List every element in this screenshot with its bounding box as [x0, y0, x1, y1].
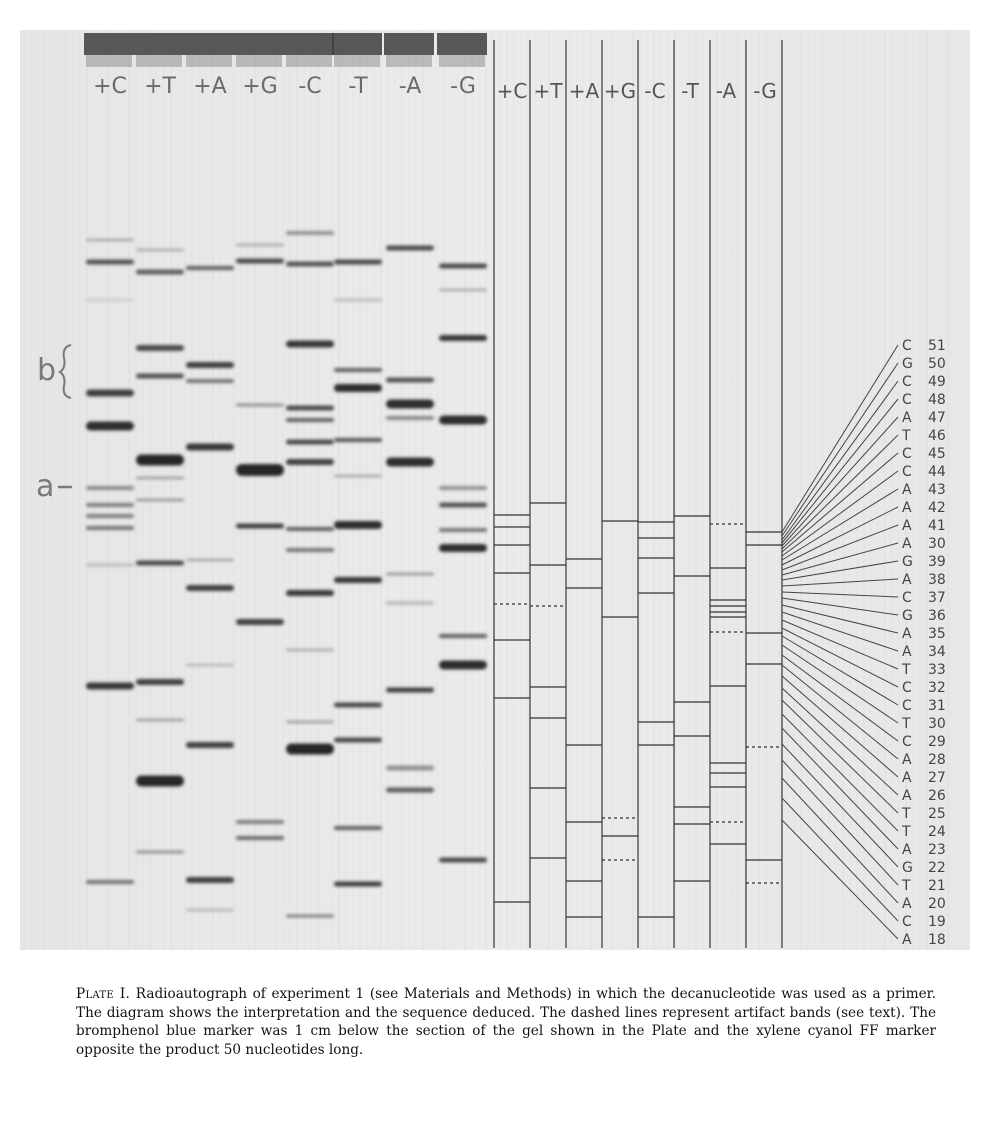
- gel-band: [286, 459, 334, 465]
- gel-band: [136, 679, 184, 685]
- gel-band: [439, 289, 487, 292]
- gel-band: [334, 577, 382, 583]
- sequence-position: 24: [928, 824, 946, 840]
- gel-band: [136, 249, 184, 252]
- gel-band: [136, 345, 184, 351]
- sequence-base: A: [902, 842, 912, 858]
- gel-band: [86, 390, 134, 397]
- gel-lane-label: -A: [398, 74, 422, 99]
- gel-well: [134, 33, 184, 55]
- gel-band: [186, 585, 234, 591]
- gel-lane-label: -G: [450, 74, 476, 99]
- sequence-base: C: [902, 392, 912, 408]
- sequence-position: 22: [928, 860, 946, 876]
- figure-caption: [76, 985, 936, 1059]
- gel-band: [186, 379, 234, 383]
- sequence-position: 36: [928, 608, 946, 624]
- gel-well: [184, 33, 234, 55]
- sequence-position: 47: [928, 410, 946, 426]
- gel-lane-label: +G: [242, 74, 278, 99]
- sequence-base: A: [902, 572, 912, 588]
- gel-band: [236, 244, 284, 247]
- sequence-position: 20: [928, 896, 946, 912]
- sequence-position: 23: [928, 842, 946, 858]
- sequence-position: 19: [928, 914, 946, 930]
- sequence-position: 49: [928, 374, 946, 390]
- sequence-base: T: [902, 878, 911, 894]
- gel-band: [186, 559, 234, 562]
- sequence-base: A: [902, 500, 912, 516]
- diagram-lane-label: -A: [715, 79, 737, 103]
- sequence-position: 18: [928, 932, 946, 948]
- gel-band: [286, 721, 334, 724]
- sequence-base: A: [902, 770, 912, 786]
- gel-band: [236, 464, 284, 476]
- gel-band: [334, 368, 382, 372]
- sequence-position: 34: [928, 644, 946, 660]
- sequence-base: A: [902, 536, 912, 552]
- gel-band: [186, 362, 234, 368]
- sequence-base: A: [902, 752, 912, 768]
- sequence-position: 28: [928, 752, 946, 768]
- gel-lane-label: -T: [348, 74, 368, 99]
- gel-well: [84, 33, 134, 55]
- gel-band: [86, 260, 134, 265]
- diagram-lane-label: +C: [496, 79, 528, 103]
- gel-band: [334, 438, 382, 442]
- gel-band: [186, 664, 234, 667]
- gel-band: [286, 262, 334, 267]
- sequence-base: C: [902, 338, 912, 354]
- sequence-base: G: [902, 554, 913, 570]
- sequence-position: 48: [928, 392, 946, 408]
- sequence-position: 46: [928, 428, 946, 444]
- gel-band: [439, 528, 487, 532]
- gel-band: [286, 406, 334, 411]
- diagram-lane-label: -C: [644, 79, 666, 103]
- sequence-position: 39: [928, 554, 946, 570]
- sequence-base: T: [902, 428, 911, 444]
- gel-band: [86, 683, 134, 690]
- gel-band: [236, 259, 284, 264]
- gel-band: [136, 270, 184, 275]
- sequence-base: C: [902, 590, 912, 606]
- sequence-base: A: [902, 482, 912, 498]
- sequence-base: A: [902, 518, 912, 534]
- gel-band: [386, 246, 434, 251]
- gel-band: [186, 909, 234, 912]
- gel-well: [284, 33, 334, 55]
- gel-band: [439, 544, 487, 552]
- gel-band: [439, 486, 487, 490]
- gel-well-smear: [186, 55, 232, 67]
- sequence-base: C: [902, 734, 912, 750]
- gel-well-smear: [334, 55, 380, 67]
- gel-band: [439, 503, 487, 508]
- gel-band: [86, 880, 134, 884]
- gel-band: [136, 374, 184, 379]
- gel-band: [286, 418, 334, 422]
- gel-band: [86, 526, 134, 530]
- marker-a-label: a: [36, 469, 55, 504]
- gel-band: [286, 590, 334, 596]
- diagram-lane-label: -G: [753, 79, 777, 103]
- sequence-base: G: [902, 860, 913, 876]
- diagram-lane-label: +G: [603, 79, 637, 103]
- gel-band: [334, 299, 382, 302]
- gel-lane-label: +A: [193, 74, 227, 99]
- gel-band: [236, 836, 284, 840]
- gel-well-smear: [236, 55, 282, 67]
- gel-band: [334, 475, 382, 478]
- gel-band: [86, 514, 134, 518]
- sequence-position: 42: [928, 500, 946, 516]
- gel-lane-label: +C: [93, 74, 127, 99]
- gel-band: [439, 661, 487, 670]
- sequence-position: 37: [928, 590, 946, 606]
- sequence-base: C: [902, 698, 912, 714]
- sequence-position: 27: [928, 770, 946, 786]
- gel-well: [437, 33, 487, 55]
- gel-band: [136, 499, 184, 502]
- gel-well-smear: [386, 55, 432, 67]
- sequence-position: 30: [928, 716, 946, 732]
- gel-band: [334, 882, 382, 887]
- gel-band: [334, 260, 382, 265]
- sequence-position: 30: [928, 536, 946, 552]
- sequence-base: C: [902, 680, 912, 696]
- sequence-position: 25: [928, 806, 946, 822]
- gel-band: [386, 766, 434, 771]
- sequence-base: A: [902, 644, 912, 660]
- gel-band: [439, 858, 487, 863]
- sequence-position: 31: [928, 698, 946, 714]
- gel-band: [386, 688, 434, 693]
- sequence-base: C: [902, 914, 912, 930]
- gel-band: [286, 915, 334, 918]
- gel-well-smear: [439, 55, 485, 67]
- sequence-base: T: [902, 806, 911, 822]
- sequence-position: 43: [928, 482, 946, 498]
- gel-well: [384, 33, 434, 55]
- gel-well: [234, 33, 284, 55]
- sequence-position: 41: [928, 518, 946, 534]
- sequence-base: G: [902, 608, 913, 624]
- caption-plate-label: Plate I.: [76, 986, 131, 1002]
- gel-band: [236, 820, 284, 824]
- gel-band: [386, 400, 434, 409]
- sequence-position: 51: [928, 338, 946, 354]
- gel-band: [286, 548, 334, 552]
- gel-band: [286, 744, 334, 755]
- gel-band: [236, 524, 284, 529]
- sequence-position: 35: [928, 626, 946, 642]
- gel-lane-label: +T: [144, 74, 176, 99]
- gel-band: [236, 619, 284, 625]
- gel-band: [334, 384, 382, 392]
- gel-band: [334, 521, 382, 529]
- gel-band: [334, 738, 382, 743]
- gel-band: [86, 422, 134, 431]
- marker-b-label: b: [37, 353, 57, 388]
- gel-band: [439, 335, 487, 341]
- sequence-position: 33: [928, 662, 946, 678]
- gel-band: [236, 404, 284, 407]
- sequence-base: A: [902, 788, 912, 804]
- sequence-base: G: [902, 356, 913, 372]
- gel-lane-label: -C: [298, 74, 322, 99]
- sequence-position: 50: [928, 356, 946, 372]
- sequence-base: C: [902, 464, 912, 480]
- sequence-base: C: [902, 446, 912, 462]
- gel-band: [86, 486, 134, 490]
- sequence-position: 38: [928, 572, 946, 588]
- gel-band: [136, 719, 184, 722]
- sequence-position: 29: [928, 734, 946, 750]
- sequence-base: T: [902, 824, 911, 840]
- gel-band: [286, 527, 334, 531]
- gel-band: [286, 649, 334, 652]
- diagram-lane-label: +A: [568, 79, 600, 103]
- diagram-lane-label: -T: [681, 79, 699, 103]
- gel-band: [386, 602, 434, 605]
- gel-band: [136, 455, 184, 466]
- gel-band: [86, 239, 134, 242]
- gel-band: [286, 341, 334, 348]
- gel-band: [86, 299, 134, 302]
- sequence-position: 44: [928, 464, 946, 480]
- gel-band: [439, 634, 487, 638]
- gel-band: [86, 503, 134, 507]
- sequence-position: 32: [928, 680, 946, 696]
- gel-well: [332, 33, 382, 55]
- gel-band: [439, 416, 487, 425]
- gel-well-smear: [86, 55, 132, 67]
- sequence-base: T: [902, 662, 911, 678]
- gel-band: [186, 266, 234, 270]
- gel-band: [386, 573, 434, 576]
- diagram-lane-label: +T: [533, 79, 563, 103]
- sequence-base: A: [902, 932, 912, 948]
- gel-well-smear: [286, 55, 332, 67]
- sequence-base: T: [902, 716, 911, 732]
- sequence-base: A: [902, 626, 912, 642]
- gel-band: [86, 564, 134, 567]
- gel-band: [334, 826, 382, 830]
- gel-band: [386, 416, 434, 420]
- sequence-base: C: [902, 374, 912, 390]
- gel-band: [136, 477, 184, 480]
- gel-well-smear: [136, 55, 182, 67]
- gel-background: [20, 30, 970, 950]
- gel-band: [136, 776, 184, 787]
- gel-band: [386, 458, 434, 467]
- gel-band: [286, 231, 334, 235]
- sequence-base: A: [902, 896, 912, 912]
- gel-band: [334, 703, 382, 708]
- sequence-position: 45: [928, 446, 946, 462]
- gel-band: [186, 444, 234, 451]
- gel-band: [186, 742, 234, 748]
- gel-band: [386, 788, 434, 793]
- gel-band: [386, 378, 434, 383]
- gel-band: [136, 851, 184, 854]
- gel-band: [186, 877, 234, 883]
- gel-band: [439, 264, 487, 269]
- caption-text: Radioautograph of experiment 1 (see Materials and Methods) in which the decanucleotide was used as a primer. The diagram shows the interpretation and the sequence deduced. The dashed lines represent artifact bands (see text). The bromphenol blue marker was 1 cm below the section of the gel shown in the Plate and the xylene cyanol FF marker opposite the product 50 nucleotides long.: [76, 986, 936, 1058]
- sequence-position: 21: [928, 878, 946, 894]
- sequence-base: A: [902, 410, 912, 426]
- gel-band: [136, 561, 184, 566]
- sequence-position: 26: [928, 788, 946, 804]
- gel-band: [286, 440, 334, 445]
